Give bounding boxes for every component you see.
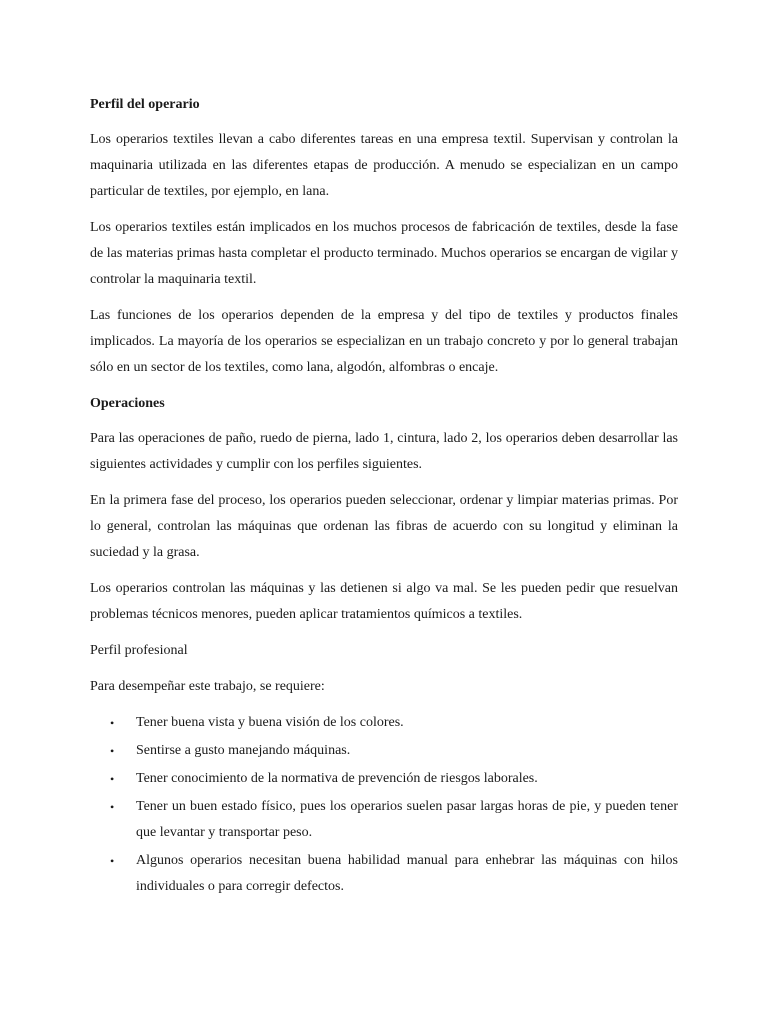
list-item-text: Tener buena vista y buena visión de los colores. xyxy=(136,715,404,730)
bullet-icon: • xyxy=(110,772,115,786)
list-item xyxy=(90,710,678,736)
list-item xyxy=(90,794,678,846)
bullet-icon: • xyxy=(110,744,115,758)
paragraph: Las funciones de los operarios dependen de la empresa y del tipo de textiles y productos finales implicados. La mayoría de los operarios se especializan en un trabajo concreto y por lo general trabajan sólo en un sector de los textiles, como lana, algodón, alfombras o encaje. xyxy=(90,308,678,375)
section-heading-perfil-operario: Perfil del operario xyxy=(90,97,200,112)
list-item-text: Sentirse a gusto manejando máquinas. xyxy=(136,743,351,758)
bullet-icon: • xyxy=(110,800,115,814)
list-intro: Para desempeñar este trabajo, se requiere: xyxy=(90,679,325,694)
bullet-icon: • xyxy=(110,716,115,730)
paragraph: Los operarios textiles están implicados en los muchos procesos de fabricación de textiles, desde la fase de las materias primas hasta completar el producto terminado. Muchos operarios se encargan de vigilar y controlar la maquinaria textil. xyxy=(90,220,678,287)
section-heading-operaciones: Operaciones xyxy=(90,396,165,411)
list-item xyxy=(90,738,678,764)
list-item-text: Algunos operarios necesitan buena habilidad manual para enhebrar las máquinas con hilos individuales o para corregir defectos. xyxy=(136,853,678,894)
paragraph: Los operarios controlan las máquinas y las detienen si algo va mal. Se les pueden pedir que resuelvan problemas técnicos menores, pueden aplicar tratamientos químicos a textiles. xyxy=(90,581,678,622)
paragraph: En la primera fase del proceso, los operarios pueden seleccionar, ordenar y limpiar materias primas. Por lo general, controlan las máquinas que ordenan las fibras de acuerdo con su longitud y eliminan la suciedad y la grasa. xyxy=(90,493,678,560)
paragraph: Los operarios textiles llevan a cabo diferentes tareas en una empresa textil. Supervisan y controlan la maquinaria utilizada en las diferentes etapas de producción. A menudo se especializan en un campo particular de textiles, por ejemplo, en lana. xyxy=(90,132,678,199)
document-page xyxy=(90,92,678,902)
paragraph: Para las operaciones de paño, ruedo de pierna, lado 1, cintura, lado 2, los operarios deben desarrollar las siguientes actividades y cumplir con los perfiles siguientes. xyxy=(90,431,678,472)
list-item xyxy=(90,848,678,900)
requirements-list xyxy=(90,710,678,900)
list-item-text: Tener un buen estado físico, pues los operarios suelen pasar largas horas de pie, y pueden tener que levantar y transportar peso. xyxy=(136,799,678,840)
list-item xyxy=(90,766,678,792)
list-item-text: Tener conocimiento de la normativa de prevención de riesgos laborales. xyxy=(136,771,538,786)
section-heading-perfil-profesional: Perfil profesional xyxy=(90,643,188,658)
bullet-icon: • xyxy=(110,854,115,868)
